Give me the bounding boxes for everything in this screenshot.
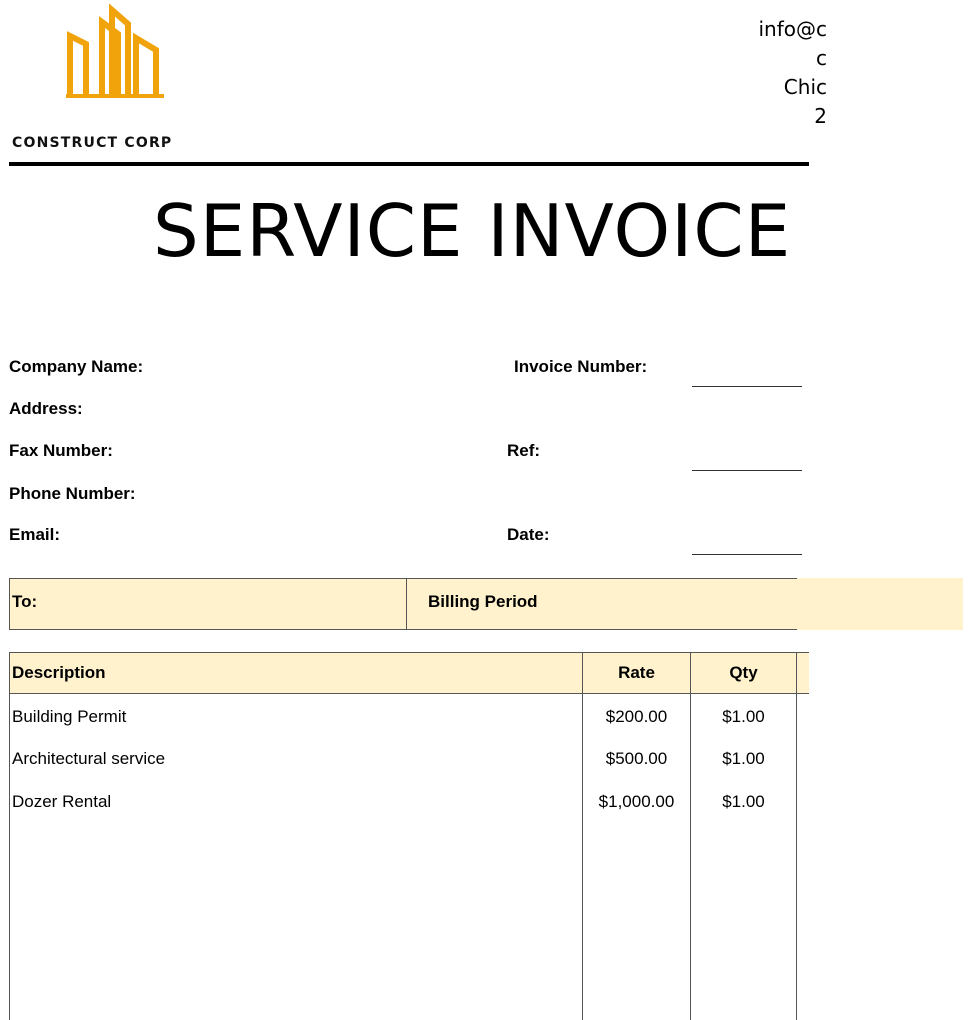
company-name-label: Company Name: bbox=[9, 357, 144, 376]
contact-line-2: c bbox=[816, 46, 827, 70]
fax-number-label: Fax Number: bbox=[9, 441, 113, 460]
description-header: Description bbox=[12, 663, 106, 682]
billing-period-label: Billing Period bbox=[428, 592, 538, 611]
row-description: Dozer Rental bbox=[12, 792, 112, 811]
ref-label: Ref: bbox=[507, 441, 541, 460]
billing-band-extension bbox=[797, 578, 963, 630]
row-rate: $1,000.00 bbox=[598, 792, 675, 811]
company-contact bbox=[758, 14, 827, 130]
table-left-border bbox=[9, 652, 10, 1020]
row-qty: $1.00 bbox=[722, 749, 765, 768]
row-description: Architectural service bbox=[12, 749, 166, 768]
rate-header: Rate bbox=[618, 663, 655, 682]
contact-city: Chic bbox=[783, 75, 827, 99]
logo-text: CONSTRUCT CORP bbox=[12, 135, 173, 151]
contact-email: info@c bbox=[758, 17, 827, 41]
date-field[interactable] bbox=[692, 554, 802, 555]
building-logo-icon bbox=[62, 8, 172, 98]
to-label: To: bbox=[12, 592, 38, 611]
header-rule bbox=[9, 162, 809, 166]
phone-number-label: Phone Number: bbox=[9, 484, 136, 503]
contact-line-4: 2 bbox=[814, 104, 827, 128]
date-label: Date: bbox=[507, 525, 550, 544]
invoice-number-field[interactable] bbox=[692, 386, 802, 387]
row-rate: $500.00 bbox=[605, 749, 668, 768]
row-qty: $1.00 bbox=[722, 707, 765, 726]
row-qty: $1.00 bbox=[722, 792, 765, 811]
row-rate: $200.00 bbox=[605, 707, 668, 726]
ref-field[interactable] bbox=[692, 470, 802, 471]
email-label: Email: bbox=[9, 525, 61, 544]
company-logo bbox=[12, 8, 212, 158]
invoice-number-label: Invoice Number: bbox=[514, 357, 648, 376]
address-label: Address: bbox=[9, 399, 83, 418]
to-cell[interactable] bbox=[9, 578, 407, 630]
row-description: Building Permit bbox=[12, 707, 127, 726]
table-right-border bbox=[796, 652, 797, 1020]
qty-header: Qty bbox=[729, 663, 758, 682]
document-title: SERVICE INVOICE bbox=[153, 189, 792, 273]
